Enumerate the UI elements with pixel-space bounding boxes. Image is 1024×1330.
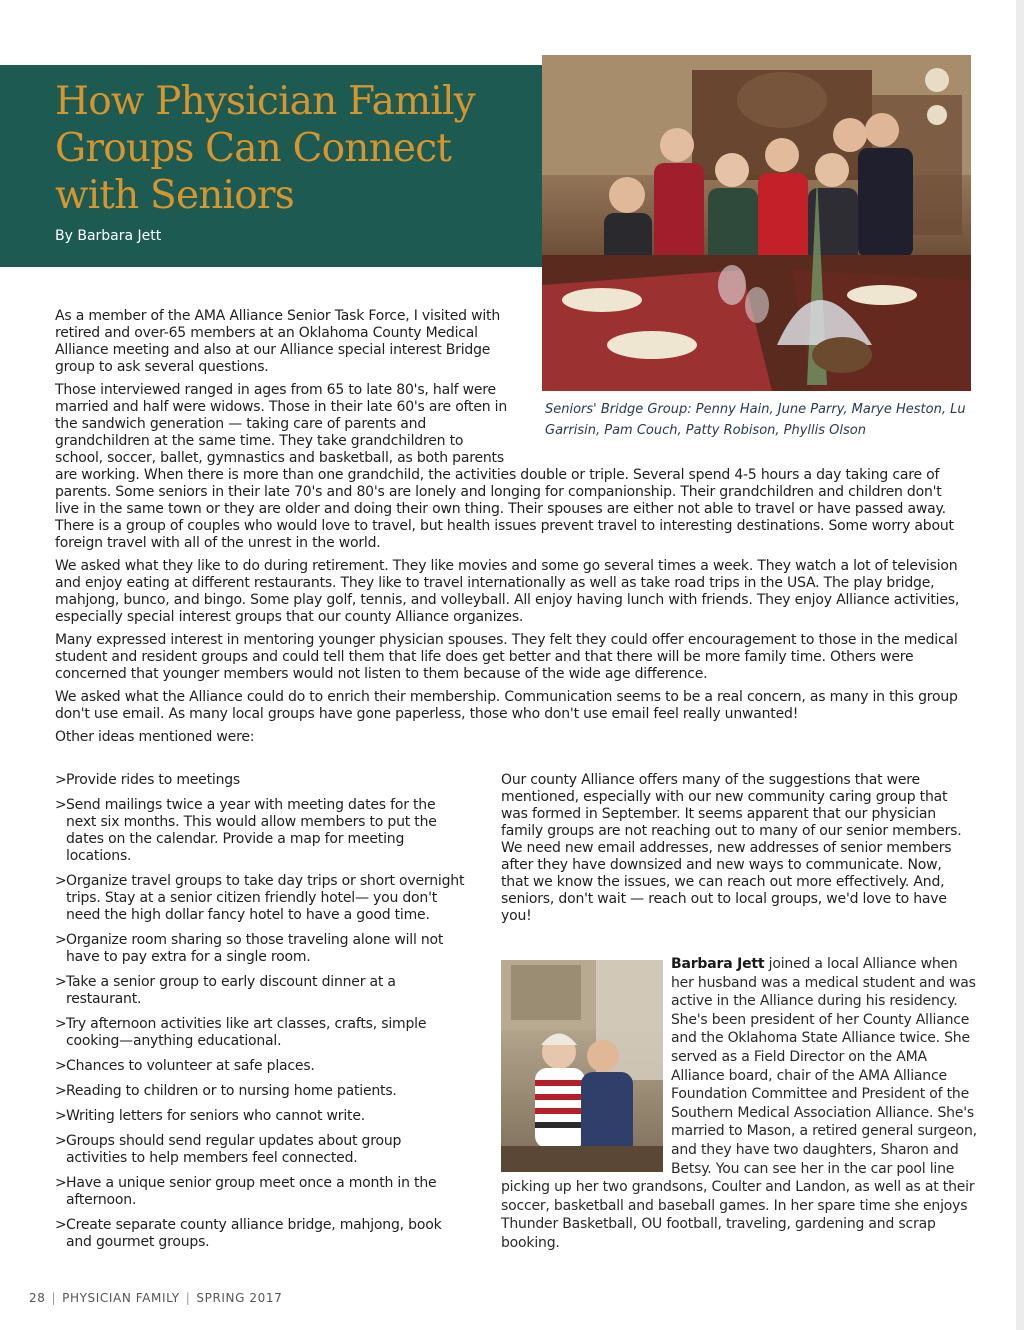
body-paragraph: We asked what they like to do during retirement. They like movies and some go several times a week. They watch a lot of television and enjoy eating at different restaurants. They like to travel internationally as well as take road trips in the USA. The play bridge, mahjong, bunco, and bingo. Some play golf, tennis, and volleyball. All enjoy having lunch with friends. They enjoy Alliance activities, especially special interest groups that our county Alliance organizes. — [55, 558, 960, 625]
list-item-text: Writing letters for seniors who cannot write. — [66, 1108, 365, 1124]
list-marker: > — [55, 1058, 67, 1074]
list-item-text: Groups should send regular updates about group activities to help members feel connected. — [66, 1133, 402, 1166]
photo-caption: Seniors' Bridge Group: Penny Hain, June Parry, Marye Heston, Lu Garrisin, Pam Couch, Patty Robison, Phyllis Olson — [545, 402, 966, 438]
list-item — [55, 974, 465, 1008]
publication-name: PHYSICIAN FAMILY — [62, 1291, 180, 1305]
list-item — [55, 772, 465, 789]
list-item — [55, 932, 465, 966]
list-item-text: Organize room sharing so those traveling alone will not have to pay extra for a single room. — [66, 932, 444, 965]
list-item-text: Have a unique senior group meet once a month in the afternoon. — [66, 1175, 437, 1208]
body-paragraph: As a member of the AMA Alliance Senior Task Force, I visited with retired and over-65 members at an Oklahoma County Medical Alliance meeting and also at our Alliance special interest Bridge group to ask several questions. — [55, 308, 501, 375]
list-marker: > — [55, 873, 67, 889]
footer-separator: | — [51, 1291, 57, 1305]
list-item-text: Take a senior group to early discount dinner at a restaurant. — [66, 974, 396, 1007]
list-item-text: Organize travel groups to take day trips or short overnight trips. Stay at a senior citizen friendly hotel— you don't need the high dollar fancy hotel to have a good time. — [66, 873, 465, 923]
body-paragraph: Other ideas mentioned were: — [55, 729, 255, 745]
list-item-text: Reading to children or to nursing home patients. — [66, 1083, 397, 1099]
list-marker: > — [55, 932, 67, 948]
list-item — [55, 873, 465, 924]
page-edge-rule — [1016, 0, 1024, 1330]
list-item-text: Send mailings twice a year with meeting dates for the next six months. This would allow members to put the dates on the calendar. Provide a map for meeting locations. — [66, 797, 437, 864]
list-item — [55, 1058, 465, 1075]
ideas-list — [55, 772, 465, 1259]
author-bio — [501, 955, 979, 1253]
list-item — [55, 1133, 465, 1167]
list-marker: > — [55, 1217, 67, 1233]
bio-photo-spacer — [501, 955, 671, 1177]
footer-separator: | — [185, 1291, 191, 1305]
article-title: How Physician Family Groups Can Connect with Seniors — [55, 79, 475, 218]
page-footer — [29, 1291, 282, 1305]
list-item-text: Provide rides to meetings — [66, 772, 241, 788]
list-marker: > — [55, 974, 67, 990]
body-paragraph: Those interviewed ranged in ages from 65 to late 80's, half were married and half were widows. Those in their late 60's are often in the sandwich generation — taking care of parents and grandchildren at the same time. They take grandchildren to school, soccer, ballet, gymnastics and basketball, as both parents are working. When there is more than one grandchild, the activities double or triple. Several spend 4-5 hours a day taking care of parents. Some seniors in their late 70's and 80's are lonely and longing for companionship. Their grandchildren and children don't live in the same town or they are older and doing their own thing. Their spouses are either not able to travel or have passed away. There is a group of couples who would love to travel, but health issues prevent travel to interesting destinations. Some worry about foreign travel with all of the unrest in the world. — [55, 382, 954, 551]
list-item-text: Chances to volunteer at safe places. — [66, 1058, 315, 1074]
body-paragraph: We asked what the Alliance could do to enrich their membership. Communication seems to be a real concern, as many in this group don't use email. As many local groups have gone paperless, those who don't use email feel really unwanted! — [55, 689, 958, 722]
list-marker: > — [55, 1133, 67, 1149]
list-marker: > — [55, 1083, 67, 1099]
list-marker: > — [55, 797, 67, 813]
list-item — [55, 1108, 465, 1125]
author-name: Barbara Jett — [671, 956, 765, 972]
closing-paragraph: Our county Alliance offers many of the suggestions that were mentioned, especially with our new community caring group that was formed in September. It seems apparent that our physician family groups are not reaching out to many of our senior members. We need new email addresses, new addresses of senior members after they have downsized and new ways to communicate. Now, that we know the issues, we can reach out more effectively. And, seniors, don't wait — reach out to local groups, we'd love to have you! — [501, 772, 962, 924]
list-item — [55, 797, 465, 865]
list-marker: > — [55, 1108, 67, 1124]
author-bio-text: joined a local Alliance when her husband was a medical student and was active in the Alliance during his residency. She's been president of her County Alliance and the Oklahoma State Alliance twice. She served as a Field Director on the AMA Alliance board, chair of the AMA Alliance Foundation Committee and President of the Southern Medical Association Alliance. She's married to Mason, a retired general surgeon, and they have two daughters, Sharon and Betsy. You can see her in the car pool line picking up her two grandsons, Coulter and Landon, as well as at their soccer, basketball and baseball games. In her spare time she enjoys Thunder Basketball, OU football, traveling, gardening and scrap booking. — [501, 956, 977, 1251]
list-item — [55, 1217, 465, 1251]
list-item — [55, 1016, 465, 1050]
list-item-text: Create separate county alliance bridge, mahjong, book and gourmet groups. — [66, 1217, 442, 1250]
list-marker: > — [55, 1175, 67, 1191]
article-body — [55, 308, 967, 752]
list-marker: > — [55, 1016, 67, 1032]
list-item-text: Try afternoon activities like art classes, crafts, simple cooking—anything educational. — [66, 1016, 427, 1049]
body-paragraph: Many expressed interest in mentoring younger physician spouses. They felt they could offer encouragement to those in the medical student and resident groups and could tell them that life does get better and that there will be more family time. Others were concerned that younger members would not listen to them because of the wide age difference. — [55, 632, 958, 682]
issue-name: SPRING 2017 — [196, 1291, 283, 1305]
article-byline: By Barbara Jett — [55, 228, 162, 244]
page-number: 28 — [29, 1291, 46, 1305]
list-item — [55, 1175, 465, 1209]
photo-wrap-spacer — [515, 308, 967, 466]
list-marker: > — [55, 772, 67, 788]
list-item — [55, 1083, 465, 1100]
